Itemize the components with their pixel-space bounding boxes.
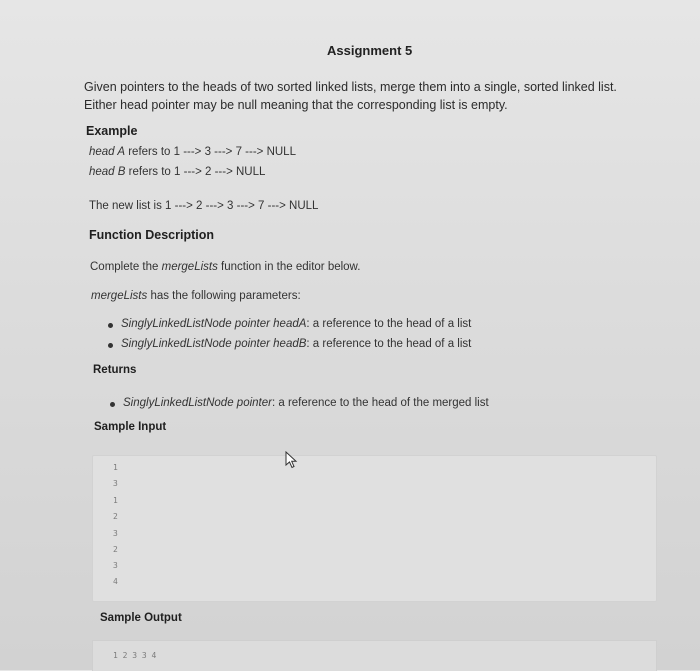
sample-input-box — [92, 455, 657, 602]
param-name: SinglyLinkedListNode pointer headB — [121, 338, 307, 350]
param-desc: : a reference to the head of a list — [306, 318, 472, 330]
param-item — [121, 338, 471, 350]
bullet-icon — [110, 402, 115, 407]
params-fn: mergeLists — [91, 290, 148, 302]
example-head-a — [89, 146, 296, 158]
function-complete-text — [90, 261, 360, 273]
sample-input-heading: Sample Input — [94, 421, 167, 433]
mouse-pointer-icon — [283, 451, 301, 469]
param-desc: : a reference to the head of a list — [306, 338, 472, 350]
sample-input-line: 1 — [113, 496, 118, 505]
sample-input-line: 2 — [113, 512, 118, 521]
sample-output-box — [92, 640, 657, 671]
head-a-text: refers to 1 ---> 3 ---> 7 ---> NULL — [125, 146, 296, 158]
head-a-label: head A — [89, 146, 126, 158]
sample-input-line: 3 — [113, 561, 118, 570]
example-heading: Example — [86, 124, 138, 138]
head-b-text: refers to 1 ---> 2 ---> NULL — [125, 166, 266, 178]
sample-output-heading: Sample Output — [100, 612, 182, 624]
intro-line-2: Either head pointer may be null meaning that the corresponding list is empty. — [84, 98, 508, 112]
returns-name: SinglyLinkedListNode pointer — [123, 397, 272, 409]
returns-desc: : a reference to the head of the merged list — [271, 397, 489, 409]
sample-input-line: 3 — [113, 479, 118, 488]
returns-item — [123, 397, 489, 409]
sample-input-line: 3 — [113, 529, 118, 538]
returns-heading: Returns — [93, 364, 137, 376]
example-new-list: The new list is 1 ---> 2 ---> 3 ---> 7 ---> NULL — [89, 200, 319, 212]
sample-input-line: 4 — [113, 577, 118, 586]
param-name: SinglyLinkedListNode pointer headA — [121, 318, 307, 330]
example-head-b — [89, 166, 265, 178]
params-post: has the following parameters: — [147, 290, 301, 302]
head-b-label: head B — [89, 166, 126, 178]
sample-input-line: 1 — [113, 463, 118, 472]
function-params-text — [91, 290, 301, 302]
sample-input-line: 2 — [113, 545, 118, 554]
page-title: Assignment 5 — [327, 43, 413, 58]
sample-output-text: 1 2 3 3 4 — [113, 651, 157, 660]
intro-line-1: Given pointers to the heads of two sorted linked lists, merge them into a single, sorted linked list. — [84, 80, 617, 94]
complete-pre: Complete the — [90, 261, 162, 273]
function-description-heading: Function Description — [89, 228, 214, 242]
bullet-icon — [108, 323, 113, 328]
complete-post: function in the editor below. — [217, 261, 361, 273]
param-item — [121, 318, 471, 330]
bullet-icon — [108, 343, 113, 348]
complete-fn: mergeLists — [161, 261, 218, 273]
problem-intro — [84, 78, 617, 114]
